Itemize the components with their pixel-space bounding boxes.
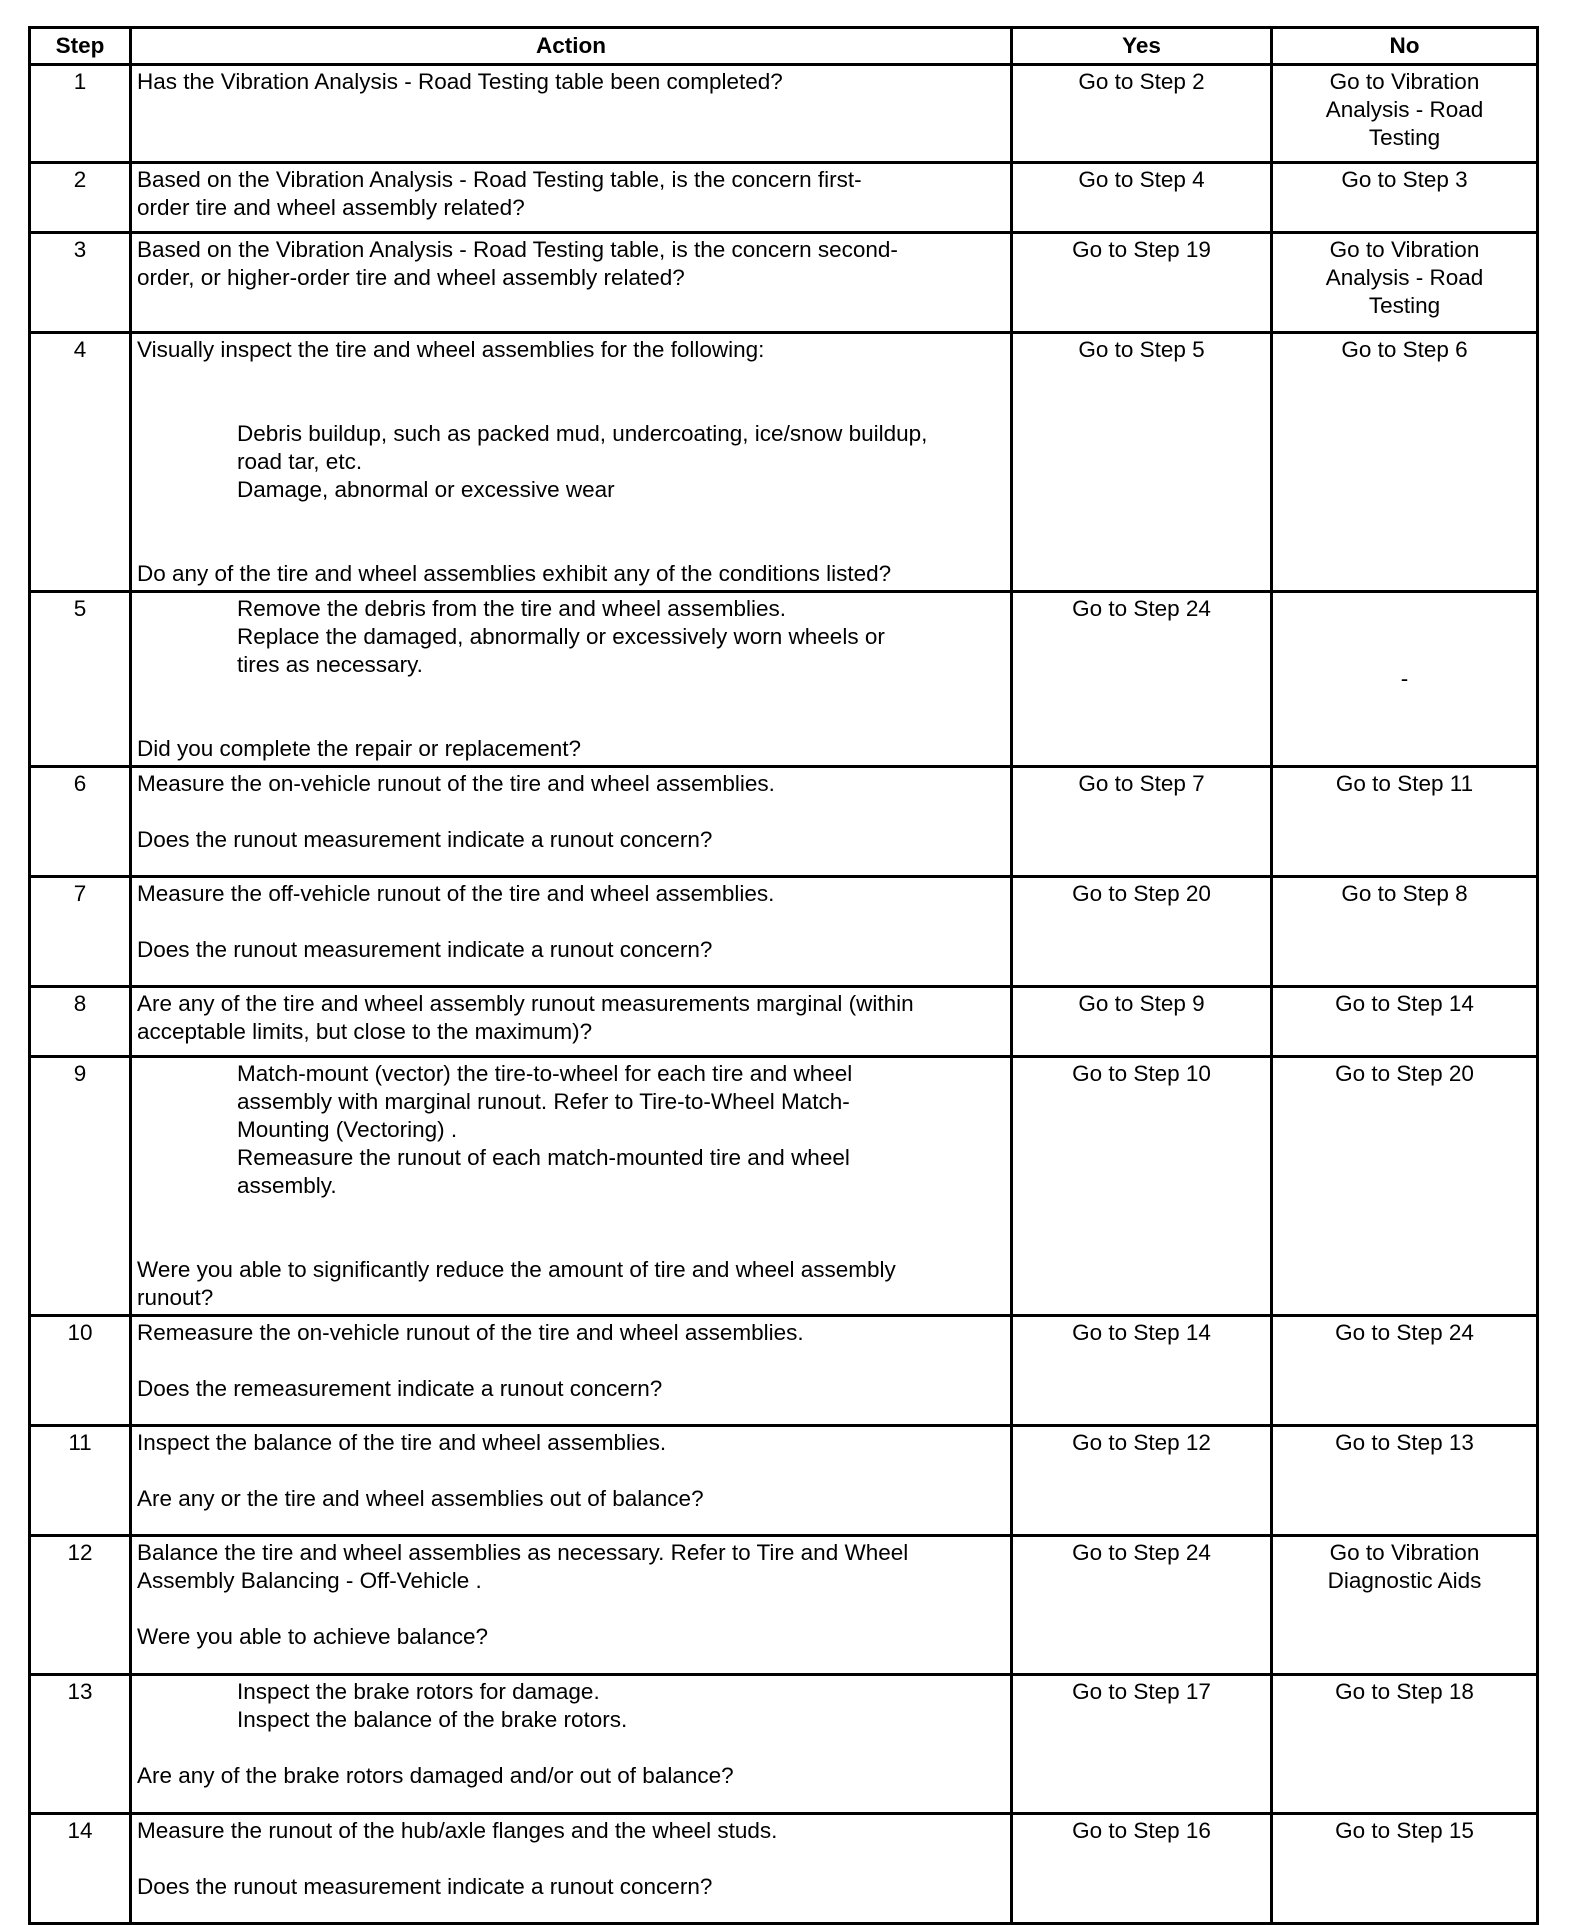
no-cell: Go to Step 13 [1272,1426,1538,1536]
action-question: Does the runout measurement indicate a runout concern? [137,1874,713,1899]
no-cell: Go to Step 24 [1272,1316,1538,1426]
action-text: acceptable limits, but close to the maximum)? [137,1019,593,1044]
no-cell: Go to Step 14 [1272,987,1538,1057]
yes-cell: Go to Step 17 [1012,1675,1272,1814]
action-intro: Measure the runout of the hub/axle flanges and the wheel studs. [137,1818,778,1843]
yes-cell: Go to Step 20 [1012,877,1272,987]
action-cell [131,233,1012,333]
no-text: Diagnostic Aids [1327,1568,1482,1593]
yes-cell: Go to Step 4 [1012,163,1272,233]
table-row [30,1814,1538,1924]
yes-cell: Go to Step 19 [1012,233,1272,333]
action-bullet: Match-mount (vector) the tire-to-wheel for each tire and wheel [237,1061,853,1086]
step-number: 2 [30,163,131,233]
no-cell: - [1272,592,1538,767]
table-row [30,1316,1538,1426]
no-cell: Go to Step 3 [1272,163,1538,233]
action-text: Based on the Vibration Analysis - Road Testing table, is the concern second- [137,237,898,262]
step-number: 10 [30,1316,131,1426]
action-bullet: Remove the debris from the tire and wheel assemblies. [237,596,787,621]
no-text: Testing [1368,293,1441,318]
table-row [30,987,1538,1057]
step-number: 12 [30,1536,131,1675]
action-bullet: assembly. [237,1173,337,1198]
action-cell [131,333,1012,592]
no-text: Go to Vibration [1329,69,1480,94]
action-bullet: Inspect the brake rotors for damage. [237,1679,600,1704]
action-bullet: Debris buildup, such as packed mud, undercoating, ice/snow buildup, [237,421,928,446]
table-row [30,333,1538,592]
step-number: 13 [30,1675,131,1814]
action-bullet: tires as necessary. [237,652,423,677]
action-cell [131,987,1012,1057]
action-cell [131,1057,1012,1316]
table-row [30,877,1538,987]
action-intro: Remeasure the on-vehicle runout of the tire and wheel assemblies. [137,1320,804,1345]
header-yes: Yes [1012,28,1272,65]
yes-cell: Go to Step 12 [1012,1426,1272,1536]
step-number: 6 [30,767,131,877]
action-cell [131,592,1012,767]
step-number: 14 [30,1814,131,1924]
action-bullet: Inspect the balance of the brake rotors. [237,1707,628,1732]
yes-cell: Go to Step 5 [1012,333,1272,592]
table-row [30,767,1538,877]
header-no: No [1272,28,1538,65]
no-cell: Go to Step 15 [1272,1814,1538,1924]
no-cell: Go to Step 18 [1272,1675,1538,1814]
action-intro: Inspect the balance of the tire and wheel assemblies. [137,1430,667,1455]
action-question: Were you able to achieve balance? [137,1624,489,1649]
action-bullet: Remeasure the runout of each match-mounted tire and wheel [237,1145,850,1170]
action-cell [131,1316,1012,1426]
action-cell [131,1675,1012,1814]
action-bullet: Mounting (Vectoring) . [237,1117,458,1142]
table-row [30,1057,1538,1316]
action-intro: Balance the tire and wheel assemblies as necessary. Refer to Tire and Wheel [137,1540,909,1565]
action-question: Do any of the tire and wheel assemblies exhibit any of the conditions listed? [137,561,892,586]
action-bullet: assembly with marginal runout. Refer to Tire-to-Wheel Match- [237,1089,850,1114]
action-cell [131,767,1012,877]
header-step: Step [30,28,131,65]
no-cell: Go to Step 20 [1272,1057,1538,1316]
no-text: Analysis - Road [1325,265,1484,290]
no-cell [1272,65,1538,163]
no-text: Testing [1368,125,1441,150]
yes-cell: Go to Step 10 [1012,1057,1272,1316]
no-cell: Go to Step 11 [1272,767,1538,877]
yes-cell: Go to Step 24 [1012,1536,1272,1675]
table-row [30,592,1538,767]
action-intro: Measure the on-vehicle runout of the tire and wheel assemblies. [137,771,775,796]
action-cell [131,163,1012,233]
diagnostic-table [28,26,1539,1925]
action-bullet: Damage, abnormal or excessive wear [237,477,615,502]
step-number: 11 [30,1426,131,1536]
action-intro: Visually inspect the tire and wheel assemblies for the following: [137,337,765,362]
action-intro: Measure the off-vehicle runout of the tire and wheel assemblies. [137,881,775,906]
table-row [30,65,1538,163]
no-text: Go to Vibration [1329,237,1480,262]
table-row [30,1536,1538,1675]
action-question: Are any of the brake rotors damaged and/or out of balance? [137,1763,734,1788]
step-number: 7 [30,877,131,987]
action-question: Does the remeasurement indicate a runout concern? [137,1376,663,1401]
action-cell [131,1814,1012,1924]
table-row [30,1426,1538,1536]
action-bullet: Replace the damaged, abnormally or excessively worn wheels or [237,624,885,649]
step-number: 1 [30,65,131,163]
yes-cell: Go to Step 2 [1012,65,1272,163]
action-intro: Assembly Balancing - Off-Vehicle . [137,1568,482,1593]
action-text: order tire and wheel assembly related? [137,195,525,220]
action-question: runout? [137,1285,214,1310]
no-cell: Go to Step 6 [1272,333,1538,592]
step-number: 4 [30,333,131,592]
header-row [30,28,1538,65]
no-text: Analysis - Road [1325,97,1484,122]
action-question: Did you complete the repair or replacement? [137,736,581,761]
action-text: Based on the Vibration Analysis - Road Testing table, is the concern first- [137,167,862,192]
no-cell [1272,1536,1538,1675]
action-cell [131,1536,1012,1675]
table-row [30,163,1538,233]
yes-cell: Go to Step 7 [1012,767,1272,877]
step-number: 3 [30,233,131,333]
no-cell [1272,233,1538,333]
action-bullet: road tar, etc. [237,449,363,474]
step-number: 8 [30,987,131,1057]
no-text: Go to Vibration [1329,1540,1480,1565]
yes-cell: Go to Step 14 [1012,1316,1272,1426]
yes-cell: Go to Step 24 [1012,592,1272,767]
yes-cell: Go to Step 16 [1012,1814,1272,1924]
action-cell [131,1426,1012,1536]
step-number: 9 [30,1057,131,1316]
action-text: order, or higher-order tire and wheel assembly related? [137,265,685,290]
action-question: Were you able to significantly reduce the amount of tire and wheel assembly [137,1257,896,1282]
yes-cell: Go to Step 9 [1012,987,1272,1057]
action-question: Are any or the tire and wheel assemblies out of balance? [137,1486,704,1511]
no-cell: Go to Step 8 [1272,877,1538,987]
table-row [30,233,1538,333]
step-number: 5 [30,592,131,767]
action-question: Does the runout measurement indicate a runout concern? [137,827,713,852]
action-cell [131,877,1012,987]
action-cell [131,65,1012,163]
table-row [30,1675,1538,1814]
action-text: Are any of the tire and wheel assembly runout measurements marginal (within [137,991,914,1016]
header-action: Action [131,28,1012,65]
action-text: Has the Vibration Analysis - Road Testing table been completed? [137,69,783,94]
action-question: Does the runout measurement indicate a runout concern? [137,937,713,962]
